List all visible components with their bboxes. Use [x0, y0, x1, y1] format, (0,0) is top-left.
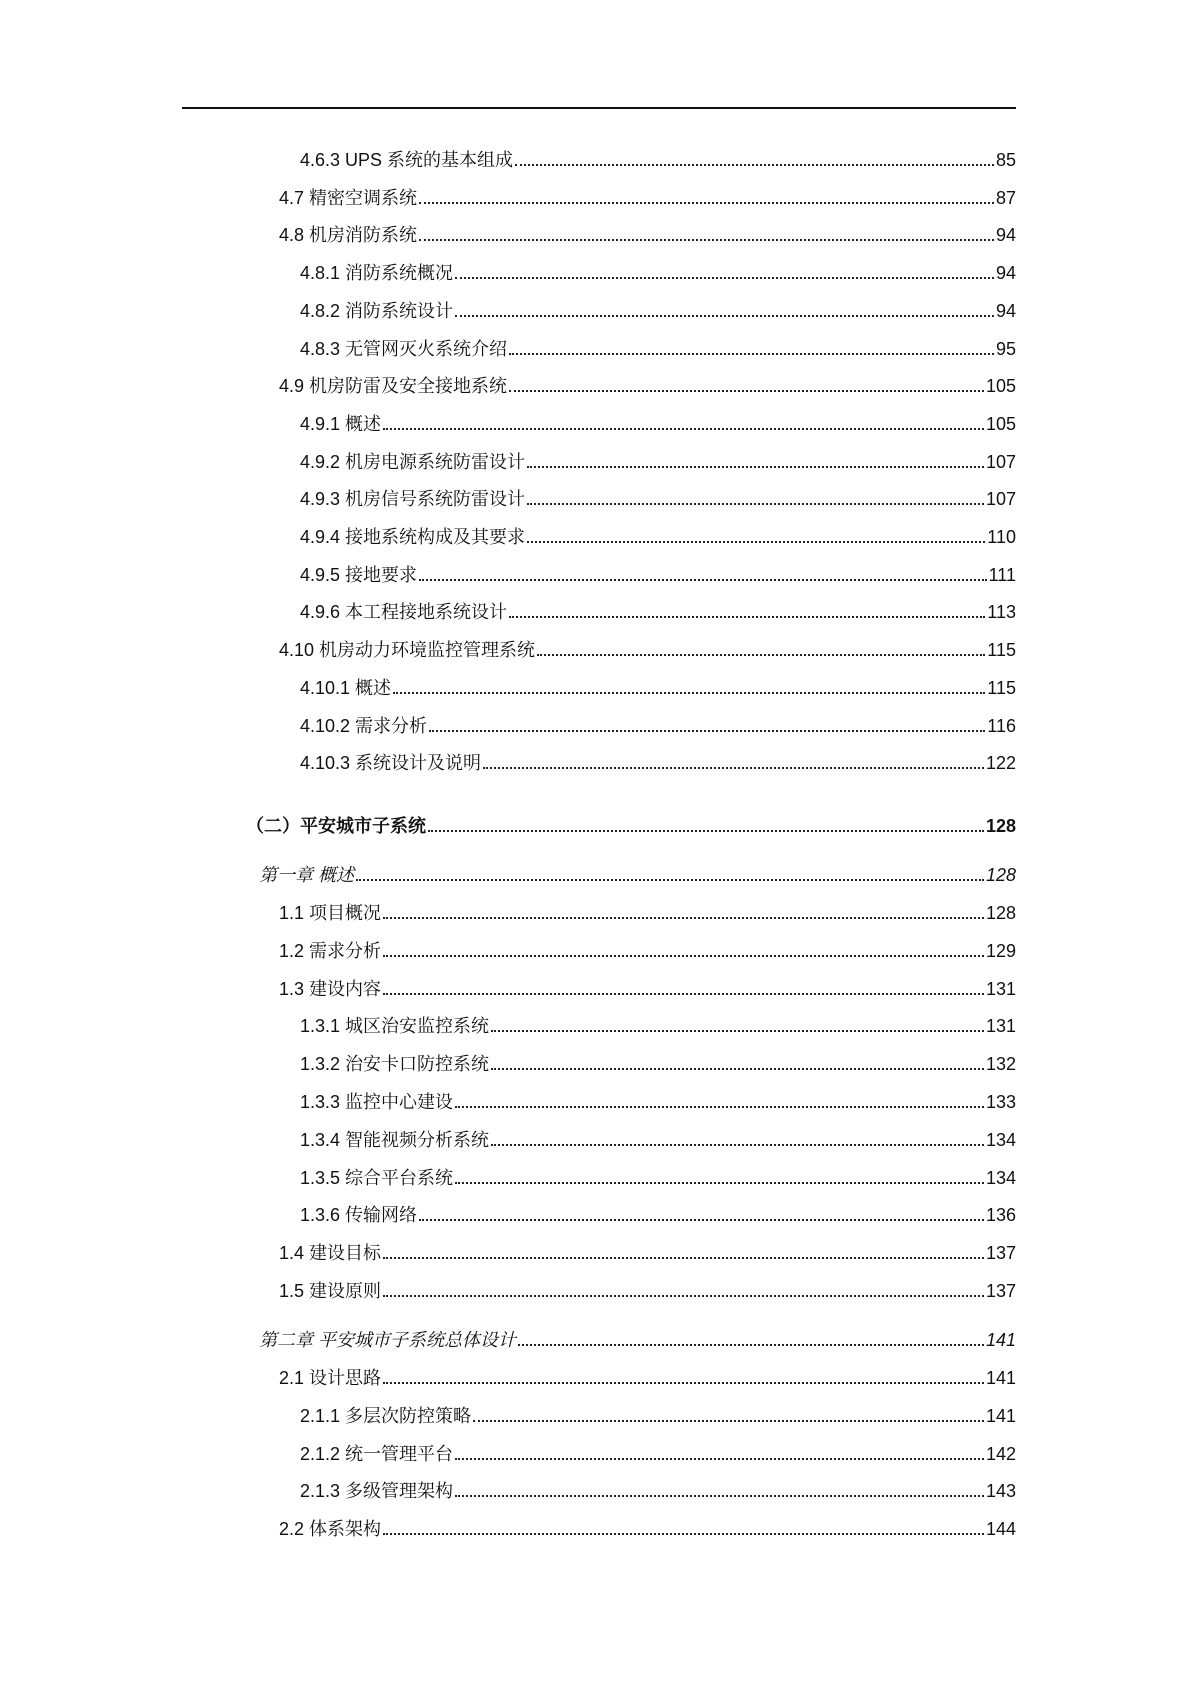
toc-entry[interactable]: [259, 1325, 1016, 1351]
toc-entry-page: 136: [985, 1205, 1016, 1226]
toc-entry-title: 4.8.3 无管网灭火系统介绍: [300, 338, 508, 359]
toc-entry-page: 131: [985, 1016, 1016, 1037]
toc-entry-title: 1.3 建设内容: [279, 978, 382, 999]
dot-leader: [383, 1533, 984, 1535]
toc-entry[interactable]: [300, 748, 1016, 774]
toc-entry[interactable]: [300, 1200, 1016, 1226]
toc-entry-title: 2.1.2 统一管理平台: [300, 1443, 454, 1464]
toc-entry[interactable]: [300, 1049, 1016, 1075]
toc-entry[interactable]: [300, 1011, 1016, 1037]
toc-entry[interactable]: [300, 334, 1016, 360]
toc-entry[interactable]: [300, 673, 1016, 699]
toc-entry[interactable]: [279, 1238, 1016, 1264]
dot-leader: [383, 1295, 984, 1297]
toc-entry-title: 1.1 项目概况: [279, 903, 382, 923]
toc-entry[interactable]: [300, 447, 1016, 473]
dot-leader: [515, 164, 994, 166]
dot-leader: [537, 654, 985, 656]
toc-entry-title: 1.5 建设原则: [279, 1281, 382, 1301]
toc-entry[interactable]: [279, 1276, 1016, 1302]
toc-entry-page: 132: [985, 1054, 1016, 1075]
toc-entry-title: 4.6.3 UPS 系统的基本组成: [300, 150, 514, 170]
toc-entry-page: 116: [987, 715, 1016, 736]
toc-entry[interactable]: [279, 371, 1016, 397]
toc-entry-title: 1.4 建设目标: [279, 1243, 382, 1264]
toc-entry-page: 115: [987, 677, 1016, 698]
toc-entry-page: 141: [985, 1330, 1016, 1350]
toc-entry-title: 4.10.2 需求分析: [300, 715, 428, 736]
toc-entry[interactable]: [300, 484, 1016, 510]
toc-entry-page: 111: [988, 564, 1016, 585]
toc-entry-page: 122: [985, 753, 1016, 774]
dot-leader: [483, 767, 984, 769]
toc-entry-page: 137: [985, 1243, 1016, 1264]
toc-entry-page: 115: [987, 640, 1016, 661]
toc-entry[interactable]: [300, 1476, 1016, 1502]
dot-leader: [383, 993, 984, 995]
dot-leader: [428, 830, 984, 832]
dot-leader: [527, 541, 985, 543]
toc-entry-title: 第二章 平安城市子系统总体设计: [259, 1330, 516, 1350]
dot-leader: [455, 1182, 984, 1184]
dot-leader: [473, 1420, 984, 1422]
toc-entry[interactable]: [300, 296, 1016, 322]
toc-entry-title: 1.3.1 城区治安监控系统: [300, 1016, 490, 1037]
toc-entry[interactable]: [279, 635, 1016, 661]
toc-entry[interactable]: [300, 522, 1016, 548]
toc-entry[interactable]: [300, 711, 1016, 737]
toc-entry-title: 4.9.3 机房信号系统防雷设计: [300, 489, 526, 510]
dot-leader: [419, 202, 994, 204]
toc-entry[interactable]: [279, 898, 1016, 924]
toc-entry-page: 143: [985, 1481, 1016, 1502]
toc-entry-title: 4.9.4 接地系统构成及其要求: [300, 527, 526, 547]
dot-leader: [356, 879, 984, 881]
toc-entry-title: 4.9.6 本工程接地系统设计: [300, 602, 508, 623]
toc-entry-title: 4.8 机房消防系统: [279, 225, 418, 246]
dot-leader: [455, 1458, 984, 1460]
toc-entry-title: 1.3.2 治安卡口防控系统: [300, 1054, 490, 1075]
toc-entry[interactable]: [300, 1401, 1016, 1427]
dot-leader: [509, 616, 985, 618]
toc-entry-page: 128: [985, 816, 1016, 836]
dot-leader: [509, 353, 994, 355]
toc-entry[interactable]: [279, 1363, 1016, 1389]
dot-leader: [419, 239, 994, 241]
toc-entry-title: 4.9 机房防雷及安全接地系统: [279, 376, 508, 397]
toc-entry-page: 134: [985, 1129, 1016, 1150]
dot-leader: [518, 1344, 984, 1346]
dot-leader: [455, 277, 994, 279]
dot-leader: [429, 730, 985, 732]
toc-entry-title: 2.1.1 多层次防控策略: [300, 1405, 472, 1426]
toc-entry-page: 107: [985, 451, 1016, 472]
toc-entry[interactable]: [300, 1087, 1016, 1113]
dot-leader: [383, 917, 984, 919]
dot-leader: [383, 428, 984, 430]
toc-entry-page: 94: [995, 225, 1016, 246]
toc-entry-page: 141: [985, 1405, 1016, 1426]
toc-entry[interactable]: [246, 811, 1016, 837]
toc-entry-page: 94: [995, 263, 1016, 284]
toc-entry-page: 110: [987, 527, 1016, 547]
toc-entry-title: 4.10.3 系统设计及说明: [300, 753, 482, 774]
toc-entry-title: 4.8.2 消防系统设计: [300, 300, 454, 321]
toc-entry-page: 113: [987, 602, 1016, 623]
toc-entry-title: 1.3.4 智能视频分析系统: [300, 1129, 490, 1150]
toc-entry-title: 2.1.3 多级管理架构: [300, 1481, 454, 1502]
dot-leader: [419, 579, 987, 581]
dot-leader: [491, 1068, 984, 1070]
toc-entry-title: 第一章 概述: [259, 865, 355, 885]
toc-entry-title: 2.2 体系架构: [279, 1519, 382, 1540]
toc-entry-page: 134: [985, 1167, 1016, 1188]
toc-entry-title: 2.1 设计思路: [279, 1368, 382, 1388]
toc-entry[interactable]: [300, 1439, 1016, 1465]
toc-entry-page: 105: [985, 376, 1016, 397]
dot-leader: [383, 1257, 984, 1259]
toc-entry-title: 4.10 机房动力环境监控管理系统: [279, 640, 536, 661]
toc-entry-page: 133: [985, 1092, 1016, 1112]
dot-leader: [455, 315, 994, 317]
toc-entry-title: 1.3.3 监控中心建设: [300, 1092, 454, 1112]
toc-entry[interactable]: [279, 220, 1016, 246]
dot-leader: [393, 692, 985, 694]
dot-leader: [419, 1219, 984, 1221]
toc-entry[interactable]: [300, 560, 1016, 586]
toc-entry[interactable]: [300, 145, 1016, 171]
toc-entry-title: 4.8.1 消防系统概况: [300, 263, 454, 284]
dot-leader: [455, 1106, 984, 1108]
toc-entry-title: 4.9.2 机房电源系统防雷设计: [300, 451, 526, 472]
toc-entry-title: 4.10.1 概述: [300, 677, 392, 698]
toc-entry-title: 4.7 精密空调系统: [279, 187, 418, 208]
dot-leader: [455, 1495, 984, 1497]
toc-entry-title: 1.3.5 综合平台系统: [300, 1167, 454, 1188]
toc-entry[interactable]: [279, 1514, 1016, 1540]
toc-entry-title: 1.2 需求分析: [279, 940, 382, 961]
toc-entry[interactable]: [300, 409, 1016, 435]
dot-leader: [527, 503, 984, 505]
toc-entry[interactable]: [300, 1163, 1016, 1189]
dot-leader: [383, 1382, 984, 1384]
toc-entry-page: 85: [995, 150, 1016, 170]
toc-entry-title: （二）平安城市子系统: [246, 816, 426, 836]
toc-entry-title: 4.9.1 概述: [300, 413, 382, 434]
toc-entry-page: 107: [985, 489, 1016, 510]
toc-entry-page: 87: [995, 187, 1016, 208]
toc-entry-page: 129: [985, 940, 1016, 961]
toc-entry[interactable]: [300, 597, 1016, 623]
toc-entry-page: 144: [985, 1519, 1016, 1540]
toc-entry-title: 4.9.5 接地要求: [300, 564, 418, 585]
toc-entry-page: 137: [985, 1281, 1016, 1301]
toc-entry-page: 141: [985, 1368, 1016, 1388]
toc-entry[interactable]: [279, 183, 1016, 209]
dot-leader: [491, 1144, 984, 1146]
toc-entry-page: 131: [985, 978, 1016, 999]
toc-entry[interactable]: [279, 974, 1016, 1000]
dot-leader: [383, 955, 984, 957]
toc-entry[interactable]: [300, 1125, 1016, 1151]
toc-entry[interactable]: [279, 936, 1016, 962]
toc-entry[interactable]: [259, 860, 1016, 886]
toc-entry-page: 142: [985, 1443, 1016, 1464]
toc-entry-page: 105: [985, 413, 1016, 434]
toc-entry[interactable]: [300, 258, 1016, 284]
toc-entry-title: 1.3.6 传输网络: [300, 1205, 418, 1226]
dot-leader: [509, 390, 984, 392]
dot-leader: [491, 1030, 984, 1032]
toc-entry-page: 94: [995, 300, 1016, 321]
dot-leader: [527, 466, 984, 468]
toc-entry-page: 95: [995, 338, 1016, 359]
toc-entry-page: 128: [985, 903, 1016, 923]
toc-entry-page: 128: [985, 865, 1016, 885]
